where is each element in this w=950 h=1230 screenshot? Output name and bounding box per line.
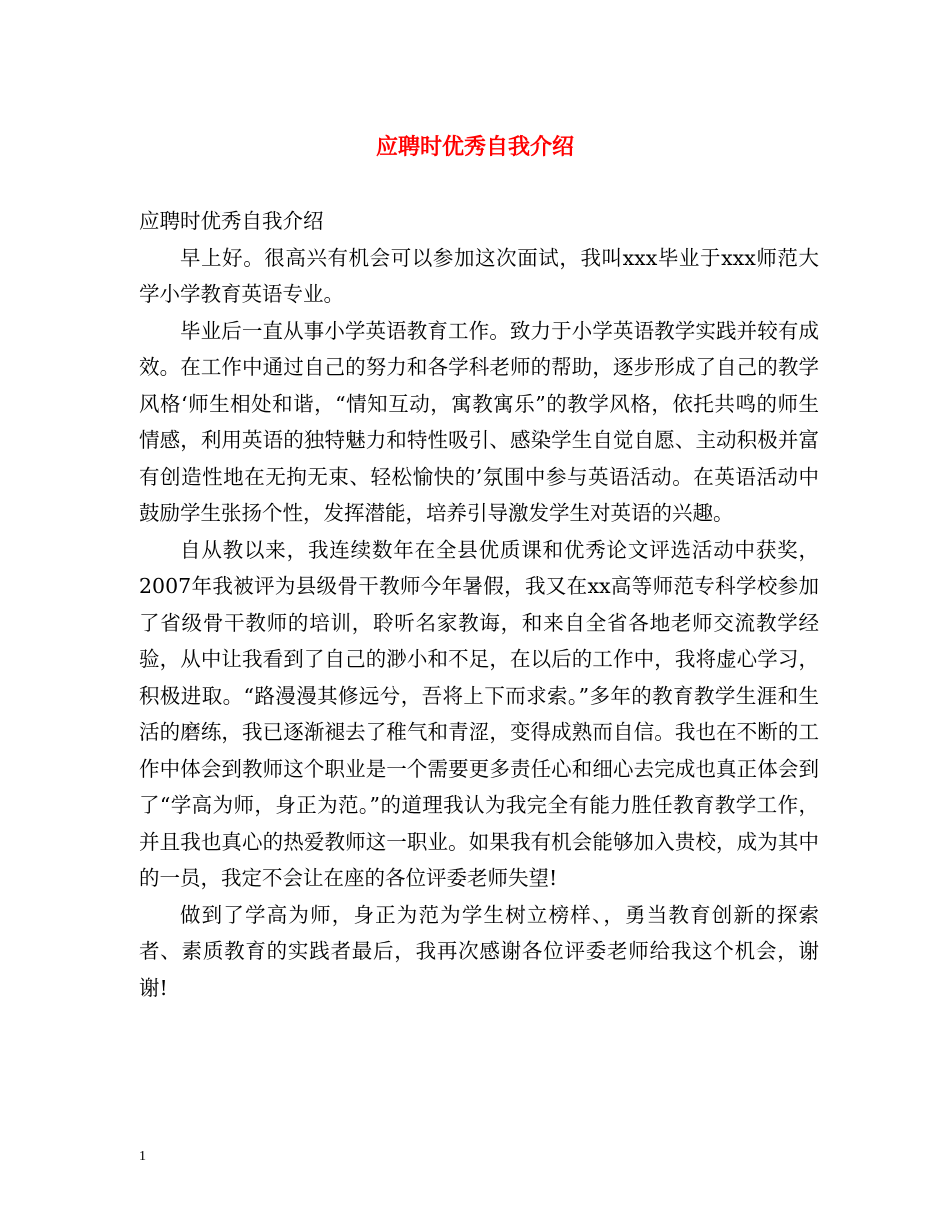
document-subtitle: 应聘时优秀自我介绍 <box>139 209 324 233</box>
paragraph-closing: 做到了学高为师，身正为范为学生树立榜样、，勇当教育创新的探索者、素质教育的实践者最后，我再次感谢各位评委老师给我这个机会，谢谢! <box>139 902 819 1000</box>
paragraph-achievements: 自从教以来，我连续数年在全县优质课和优秀论文评选活动中获奖，2007年我被评为县级骨干教师今年暑假，我又在xx高等师范专科学校参加了省级骨干教师的培训，聆听名家教诲，和来自全省各地老师交流教学经验，从中让我看到了自己的渺小和不足，在以后的工作中，我将虚心学习，积极进取。“路漫漫其修远兮，吾将上下而求索。”多年的教育教学生涯和生活的磨练，我已逐渐褪去了稚气和青涩，变得成熟而自信。我也在不断的工作中体会到教师这个职业是一个需要更多责任心和细心去完成也真正体会到了“学高为师，身正为范。”的道理我认为我完全有能力胜任教育教学工作，并且我也真心的热爱教师这一职业。如果我有机会能够加入贵校，成为其中的一员，我定不会让在座的各位评委老师失望! <box>139 537 819 890</box>
document-title: 应聘时优秀自我介绍 <box>375 134 574 160</box>
document-body <box>139 203 819 1006</box>
paragraph-greeting: 早上好。很高兴有机会可以参加这次面试，我叫xxx毕业于xxx师范大学小学教育英语专业。 <box>139 245 819 306</box>
paragraph-teaching-experience: 毕业后一直从事小学英语教育工作。致力于小学英语教学实践并较有成效。在工作中通过自己的努力和各学科老师的帮助，逐步形成了自己的教学风格‘师生相处和谐，“情知互动，寓教寓乐”的教学风格，依托共鸣的师生情感，利用英语的独特魅力和特性吸引、感染学生自觉自愿、主动积极并富有创造性地在无拘无束、轻松愉快的’氛围中参与英语活动。在英语活动中鼓励学生张扬个性，发挥潜能，培养引导激发学生对英语的兴趣。 <box>139 318 819 525</box>
page-number: 1 <box>139 1149 146 1164</box>
